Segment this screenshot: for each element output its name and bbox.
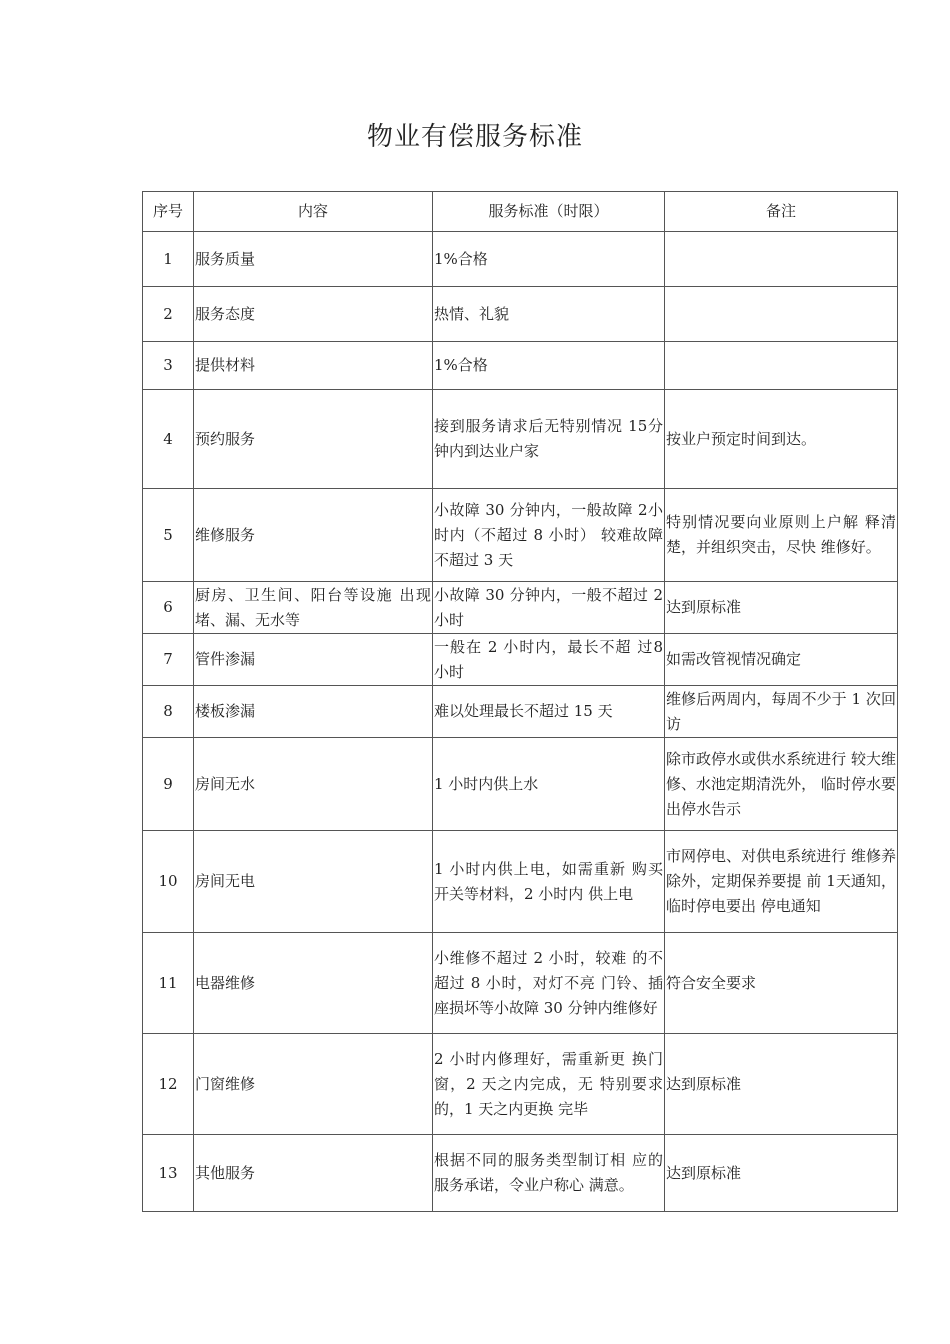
- row-standard: 2 小时内修理好，需重新更 换门窗，2 天之内完成，无 特别要求的，1 天之内更换 完毕: [433, 1034, 665, 1135]
- table-row: [143, 831, 898, 933]
- row-standard: 1 小时内供上电，如需重新 购买开关等材料，2 小时内 供上电: [433, 831, 665, 933]
- row-note: 符合安全要求: [665, 933, 898, 1034]
- row-number: 9: [143, 738, 194, 831]
- table-row: [143, 1135, 898, 1212]
- row-content: 服务态度: [194, 287, 433, 342]
- table-row: [143, 342, 898, 390]
- row-content: 维修服务: [194, 489, 433, 582]
- table-row: [143, 287, 898, 342]
- table-row: [143, 686, 898, 738]
- row-content: 门窗维修: [194, 1034, 433, 1135]
- row-standard: 小维修不超过 2 小时，较难 的不超过 8 小时，对灯不亮 门铃、插座损坏等小故障 30 分钟内维修好: [433, 933, 665, 1034]
- table-row: [143, 582, 898, 634]
- row-note: 达到原标准: [665, 582, 898, 634]
- table-row: [143, 634, 898, 686]
- row-content: 房间无电: [194, 831, 433, 933]
- row-content: 厨房、卫生间、阳台等设施 出现堵、漏、无水等: [194, 582, 433, 634]
- header-note: 备注: [665, 192, 898, 232]
- row-standard: 根据不同的服务类型制订相 应的服务承诺，令业户称心 满意。: [433, 1135, 665, 1212]
- row-note: 市网停电、对供电系统进行 维修养除外，定期保养要提 前 1天通知，临时停电要出 停电通知: [665, 831, 898, 933]
- row-content: 预约服务: [194, 390, 433, 489]
- page-title: 物业有偿服务标准: [366, 122, 583, 152]
- header-content: 内容: [194, 192, 433, 232]
- row-content: 其他服务: [194, 1135, 433, 1212]
- row-number: 11: [143, 933, 194, 1034]
- row-standard: 小故障 30 分钟内，一般不超过 2 小时: [433, 582, 665, 634]
- table-row: [143, 390, 898, 489]
- row-note: 按业户预定时间到达。: [665, 390, 898, 489]
- row-standard: 难以处理最长不超过 15 天: [433, 686, 665, 738]
- table-row: [143, 933, 898, 1034]
- row-content: 楼板渗漏: [194, 686, 433, 738]
- row-number: 10: [143, 831, 194, 933]
- row-number: 13: [143, 1135, 194, 1212]
- row-note: 达到原标准: [665, 1135, 898, 1212]
- row-number: 2: [143, 287, 194, 342]
- table-row: [143, 1034, 898, 1135]
- row-number: 8: [143, 686, 194, 738]
- row-number: 7: [143, 634, 194, 686]
- row-note: 维修后两周内，每周不少于 1 次回访: [665, 686, 898, 738]
- row-note: 如需改管视情况确定: [665, 634, 898, 686]
- row-note: 达到原标准: [665, 1034, 898, 1135]
- row-note: [665, 287, 898, 342]
- row-standard: 小故障 30 分钟内，一般故障 2小时内（不超过 8 小时） 较难故障不超过 3 天: [433, 489, 665, 582]
- row-standard: 1%合格: [433, 232, 665, 287]
- table-row: [143, 738, 898, 831]
- row-standard: 1%合格: [433, 342, 665, 390]
- row-content: 服务质量: [194, 232, 433, 287]
- header-number: 序号: [143, 192, 194, 232]
- row-standard: 热情、礼貌: [433, 287, 665, 342]
- row-number: 5: [143, 489, 194, 582]
- row-standard: 一般在 2 小时内，最长不超 过8 小时: [433, 634, 665, 686]
- row-note: [665, 342, 898, 390]
- row-number: 6: [143, 582, 194, 634]
- row-standard: 接到服务请求后无特别情况 15分钟内到达业户家: [433, 390, 665, 489]
- row-content: 电器维修: [194, 933, 433, 1034]
- table-row: [143, 489, 898, 582]
- row-number: 3: [143, 342, 194, 390]
- row-content: 提供材料: [194, 342, 433, 390]
- row-number: 4: [143, 390, 194, 489]
- header-standard: 服务标准（时限）: [433, 192, 665, 232]
- table-row: [143, 232, 898, 287]
- table-header-row: [143, 192, 898, 232]
- row-number: 1: [143, 232, 194, 287]
- service-standard-table: [142, 191, 898, 1212]
- row-standard: 1 小时内供上水: [433, 738, 665, 831]
- row-note: 特别情况要向业原则上户解 释清楚，并组织突击，尽快 维修好。: [665, 489, 898, 582]
- row-content: 管件渗漏: [194, 634, 433, 686]
- row-note: 除市政停水或供水系统进行 较大维修、水池定期清洗外， 临时停水要出停水告示: [665, 738, 898, 831]
- row-number: 12: [143, 1034, 194, 1135]
- row-content: 房间无水: [194, 738, 433, 831]
- row-note: [665, 232, 898, 287]
